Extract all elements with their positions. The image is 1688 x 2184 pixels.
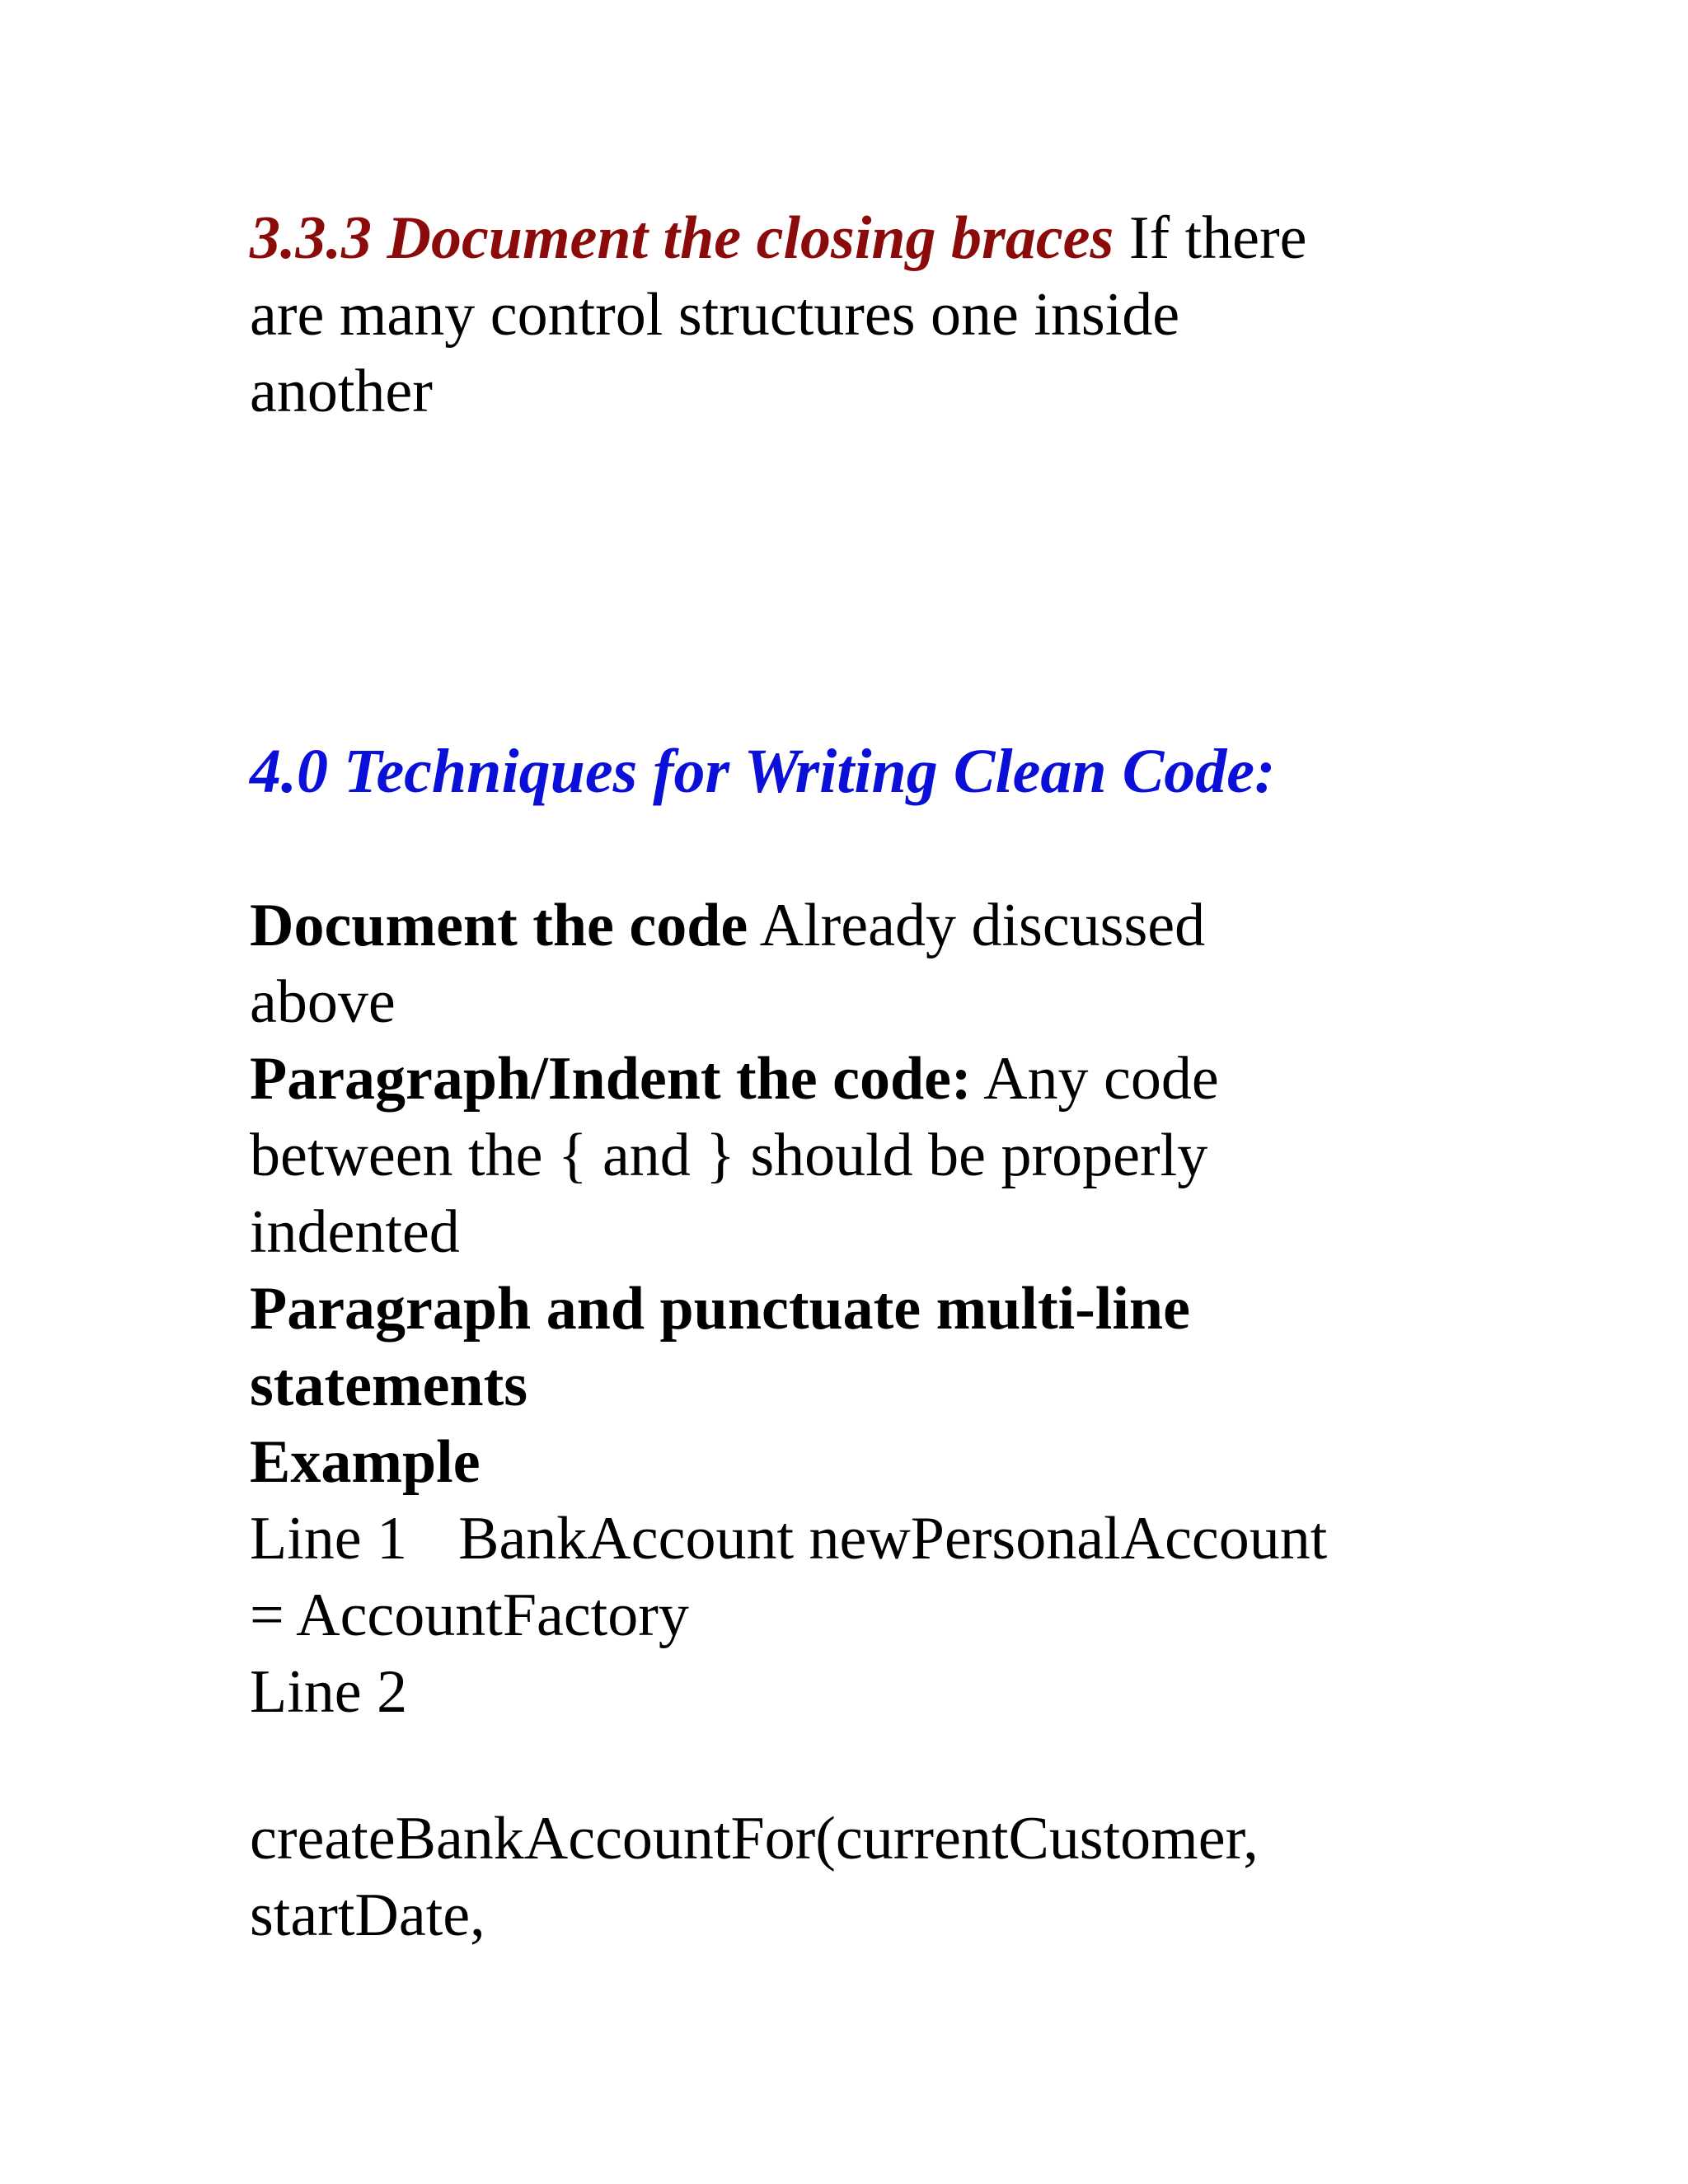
techniques-list: [250, 888, 1453, 1731]
item-document-code-label: Document the code: [250, 892, 748, 959]
example-line-3-code-2: startDate,: [250, 1882, 485, 1949]
item-indent-label: Paragraph/Indent the code:: [250, 1045, 972, 1113]
section-40: [250, 733, 1453, 810]
item-indent-text-3: indented: [250, 1198, 460, 1266]
item-punctuate-label-2: statements: [250, 1352, 528, 1419]
section-333-line-1: [250, 200, 1453, 277]
example-line-1-code-2: = AccountFactory: [250, 1582, 689, 1649]
example-continued: [250, 1801, 1453, 1954]
example-line-1-code: BankAccount newPersonalAccount: [458, 1505, 1328, 1572]
example-line-1-label: Line 1: [250, 1505, 408, 1572]
item-document-code-text-2: above: [250, 968, 396, 1036]
item-example-label: Example: [250, 1428, 481, 1496]
section-333-text-2: are many control structures one inside: [250, 281, 1180, 349]
item-indent-text: Any code: [983, 1045, 1219, 1113]
item-document-code: [250, 888, 1453, 964]
item-document-code-text: Already discussed: [759, 892, 1206, 959]
section-40-heading: 4.0 Techniques for Writing Clean Code:: [250, 737, 1276, 806]
example-line-1: [250, 1501, 1453, 1577]
example-line-2-label: Line 2: [250, 1658, 408, 1726]
item-punctuate-label: Paragraph and punctuate multi-line: [250, 1275, 1190, 1343]
section-333-heading: 3.3.3 Document the closing braces: [250, 204, 1114, 272]
item-indent-code: [250, 1041, 1453, 1118]
section-333: [250, 200, 1453, 430]
example-line-3-code: createBankAccountFor(currentCustomer,: [250, 1805, 1259, 1872]
section-333-text-3: another: [250, 358, 433, 425]
item-indent-text-2: between the { and } should be properly: [250, 1122, 1208, 1189]
section-333-text-1: If there: [1128, 204, 1307, 272]
